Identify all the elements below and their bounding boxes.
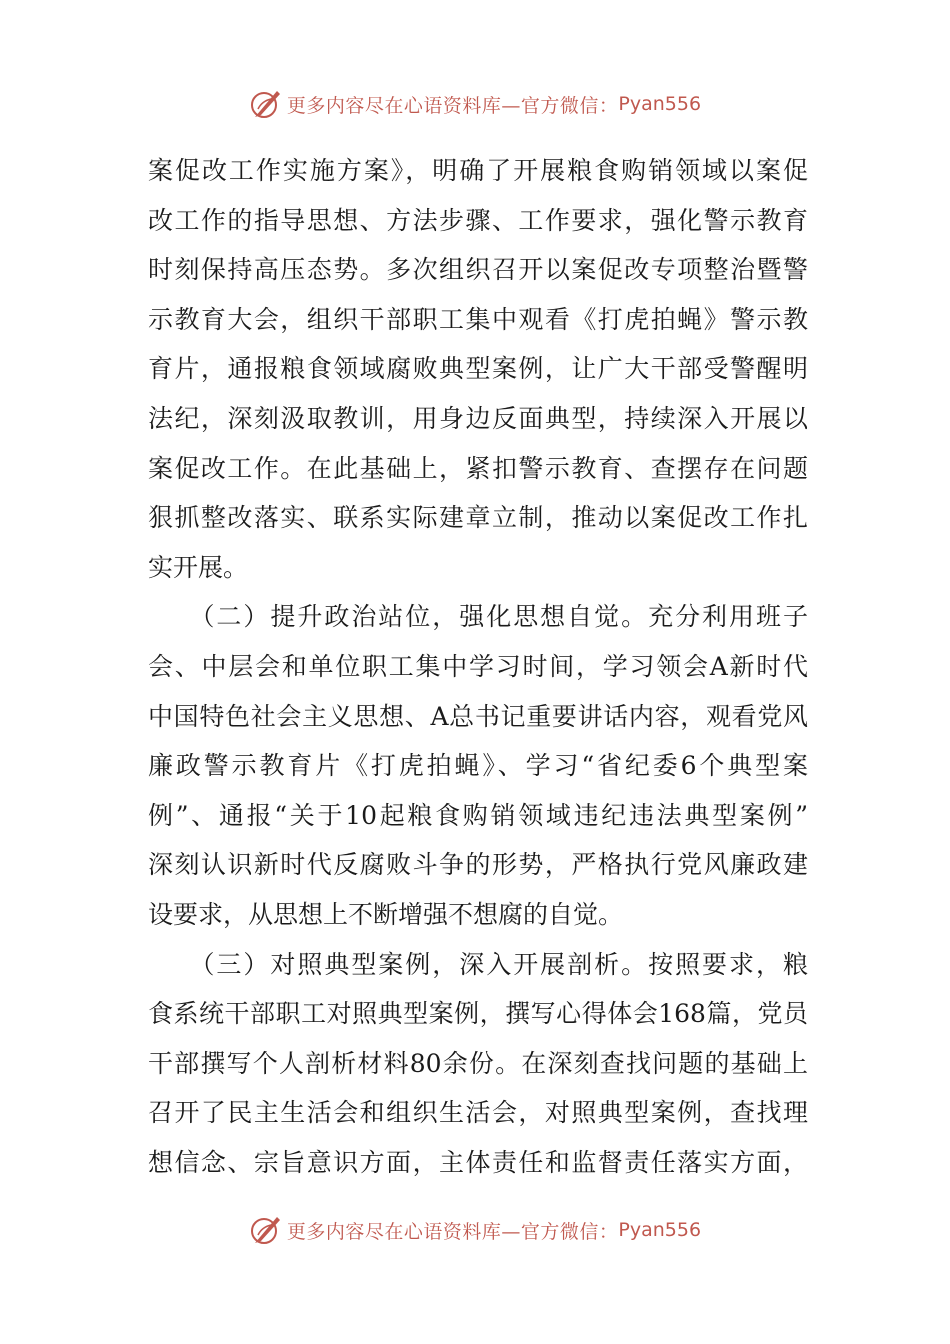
body-line: 食系统干部职工对照典型案例，撰写心得体会168篇，党员 xyxy=(148,999,808,1029)
body-line: 召开了民主生活会和组织生活会，对照典型案例，查找理 xyxy=(148,1098,808,1128)
body-line: 廉政警示教育片《打虎拍蝇》、学习“省纪委6个典型案 xyxy=(148,751,808,781)
watermark-text: 更多内容尽在心语资料库—官方微信： xyxy=(286,1220,619,1243)
watermark-text: 更多内容尽在心语资料库—官方微信： xyxy=(286,94,619,117)
body-line: 案促改工作。在此基础上，紧扣警示教育、查摆存在问题 xyxy=(148,453,808,483)
body-line: 狠抓整改落实、联系实际建章立制，推动以案促改工作扎 xyxy=(148,503,808,533)
body-line: 干部撰写个人剖析材料80余份。在深刻查找问题的基础上 xyxy=(148,1048,808,1078)
footer-watermark xyxy=(0,1210,950,1250)
document-body xyxy=(148,146,808,1187)
quill-logo-icon xyxy=(249,87,283,121)
body-line: （三）对照典型案例，深入开展剖析。按照要求，粮 xyxy=(148,949,808,979)
body-line: 会、中层会和单位职工集中学习时间，学习领会A新时代 xyxy=(148,651,808,681)
body-line: 时刻保持高压态势。多次组织召开以案促改专项整治暨警 xyxy=(148,255,808,285)
header-watermark xyxy=(0,84,950,124)
body-line: 想信念、宗旨意识方面，主体责任和监督责任落实方面， xyxy=(148,1147,808,1177)
body-line: （二）提升政治站位，强化思想自觉。充分利用班子 xyxy=(148,602,808,632)
quill-logo-icon xyxy=(249,1213,283,1247)
body-line: 深刻认识新时代反腐败斗争的形势，严格执行党风廉政建 xyxy=(148,850,808,880)
body-line: 育片，通报粮食领域腐败典型案例，让广大干部受警醒明 xyxy=(148,354,808,384)
body-line: 中国特色社会主义思想、A总书记重要讲话内容，观看党风 xyxy=(148,701,808,731)
body-line: 案促改工作实施方案》，明确了开展粮食购销领域以案促 xyxy=(148,156,808,185)
watermark-wechat-id: Pyan556 xyxy=(618,93,702,115)
watermark-wechat-id: Pyan556 xyxy=(618,1219,702,1241)
body-line: 法纪，深刻汲取教训，用身边反面典型，持续深入开展以 xyxy=(148,403,808,433)
body-line: 示教育大会，组织干部职工集中观看《打虎拍蝇》警示教 xyxy=(148,304,808,334)
body-line: 改工作的指导思想、方法步骤、工作要求，强化警示教育 xyxy=(148,205,808,235)
body-line: 例”、通报“关于10起粮食购销领域违纪违法典型案例” xyxy=(148,800,808,830)
body-line: 实开展。 xyxy=(148,552,249,582)
body-line: 设要求，从思想上不断增强不想腐的自觉。 xyxy=(148,899,624,929)
